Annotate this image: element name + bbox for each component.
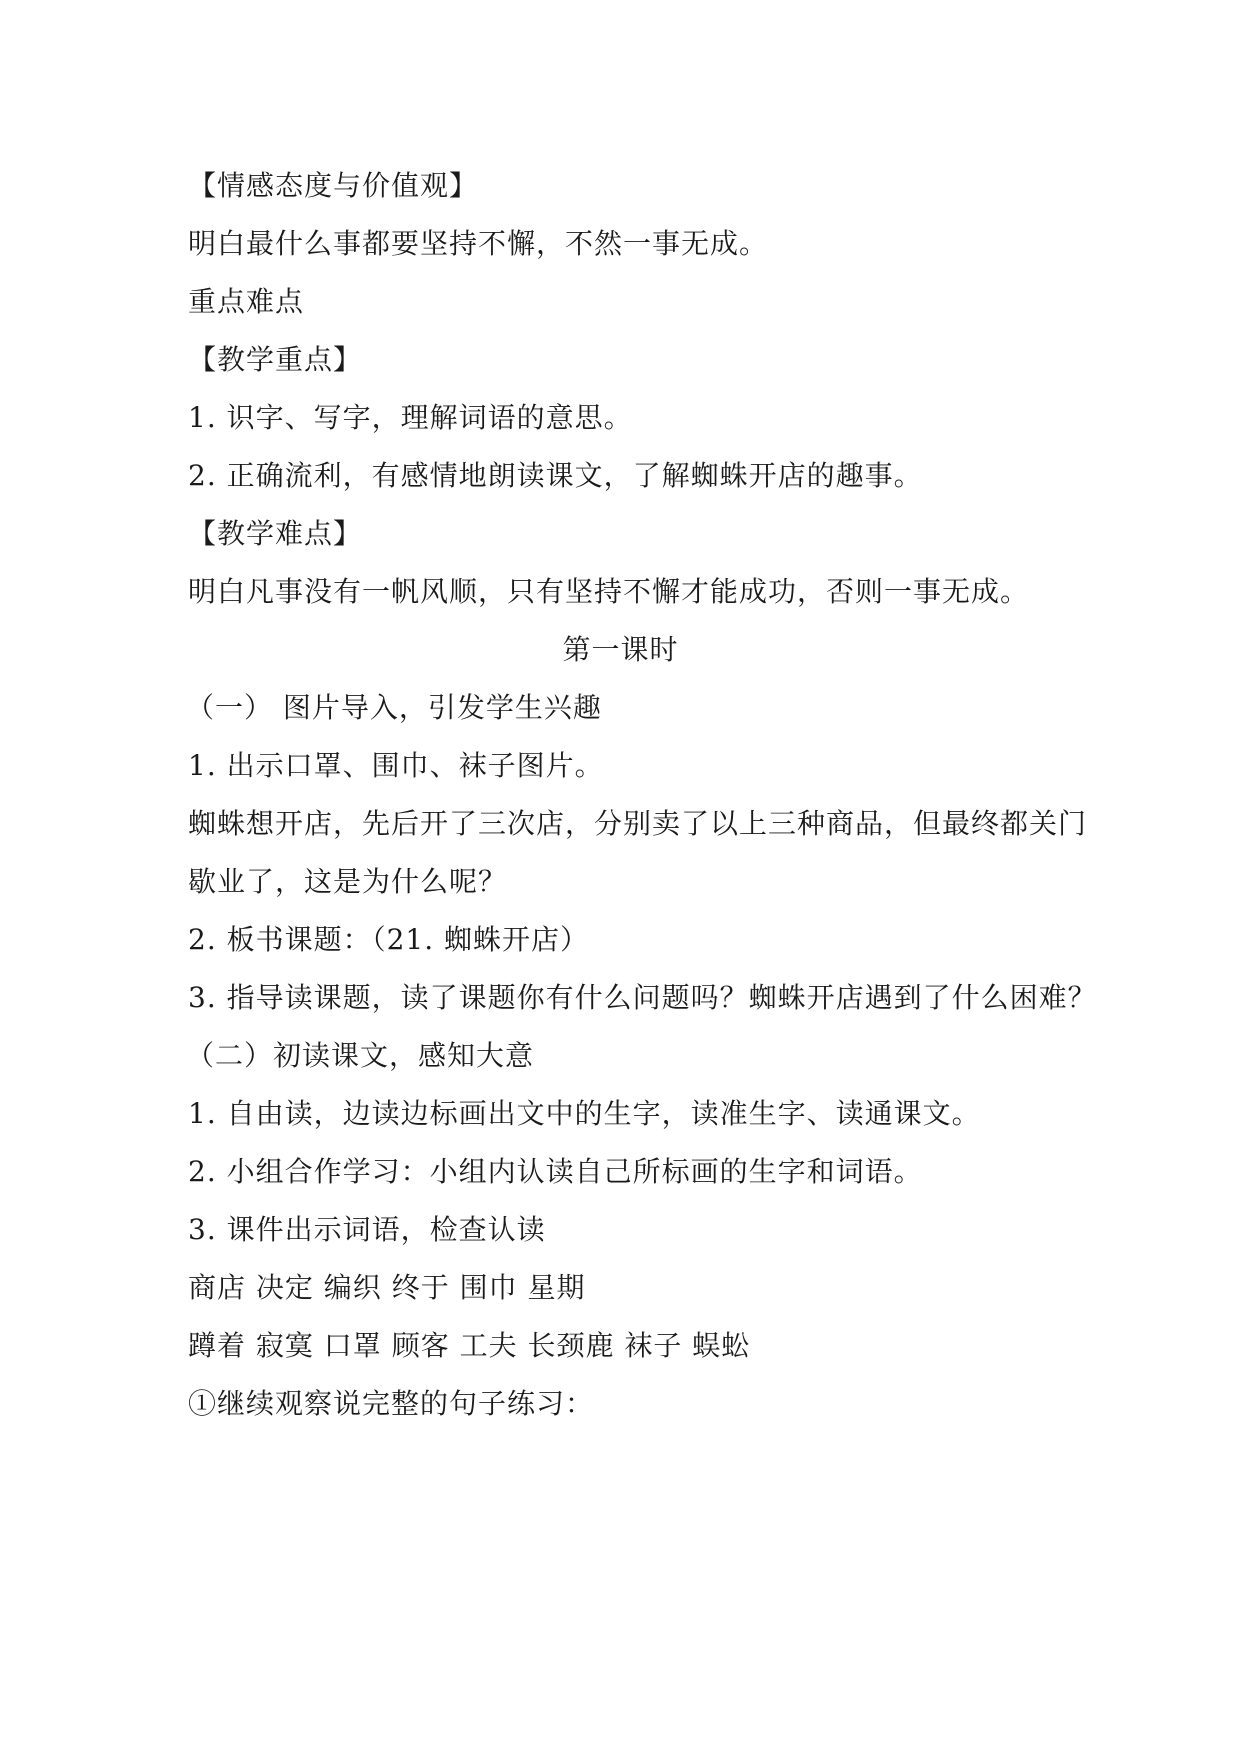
subsection-heading: （二）初读课文，感知大意 xyxy=(186,1039,535,1072)
heading-teaching-focus: 【教学重点】 xyxy=(188,343,363,376)
paragraph-line: 蜘蛛想开店，先后开了三次店，分别卖了以上三种商品，但最终都关门 xyxy=(188,807,1088,840)
list-item: 1. 自由读，边读边标画出文中的生字，读准生字、读通课文。 xyxy=(188,1097,981,1130)
vocabulary-line: 商店 决定 编织 终于 围巾 星期 xyxy=(188,1271,586,1304)
list-item: 2. 小组合作学习：小组内认读自己所标画的生字和词语。 xyxy=(188,1155,923,1188)
heading-teaching-difficulty: 【教学难点】 xyxy=(188,517,363,550)
subsection-heading: （一） 图片导入，引发学生兴趣 xyxy=(186,691,602,724)
vocabulary-line: 蹲着 寂寞 口罩 顾客 工夫 长颈鹿 袜子 蜈蚣 xyxy=(188,1329,751,1362)
list-item: 3. 指导读课题，读了课题你有什么问题吗？蜘蛛开店遇到了什么困难？ xyxy=(188,981,1097,1014)
paragraph-line: 明白最什么事都要坚持不懈，不然一事无成。 xyxy=(188,227,769,260)
list-item: 2. 正确流利，有感情地朗读课文，了解蜘蛛开店的趣事。 xyxy=(188,459,923,492)
exercise-line: ①继续观察说完整的句子练习： xyxy=(188,1387,595,1420)
list-item: 1. 出示口罩、围巾、袜子图片。 xyxy=(188,749,604,782)
lesson-title: 第一课时 xyxy=(562,633,679,666)
paragraph-line: 明白凡事没有一帆风顺，只有坚持不懈才能成功，否则一事无成。 xyxy=(188,575,1030,608)
paragraph-line: 歇业了，这是为什么呢？ xyxy=(188,865,508,898)
list-item: 2. 板书课题：（21. 蜘蛛开店） xyxy=(188,923,590,956)
list-item: 3. 课件出示词语，检查认读 xyxy=(188,1213,546,1246)
heading-emotion-values: 【情感态度与价值观】 xyxy=(188,169,479,202)
list-item: 1. 识字、写字，理解词语的意思。 xyxy=(188,401,633,434)
section-heading-key-points: 重点难点 xyxy=(188,285,305,318)
